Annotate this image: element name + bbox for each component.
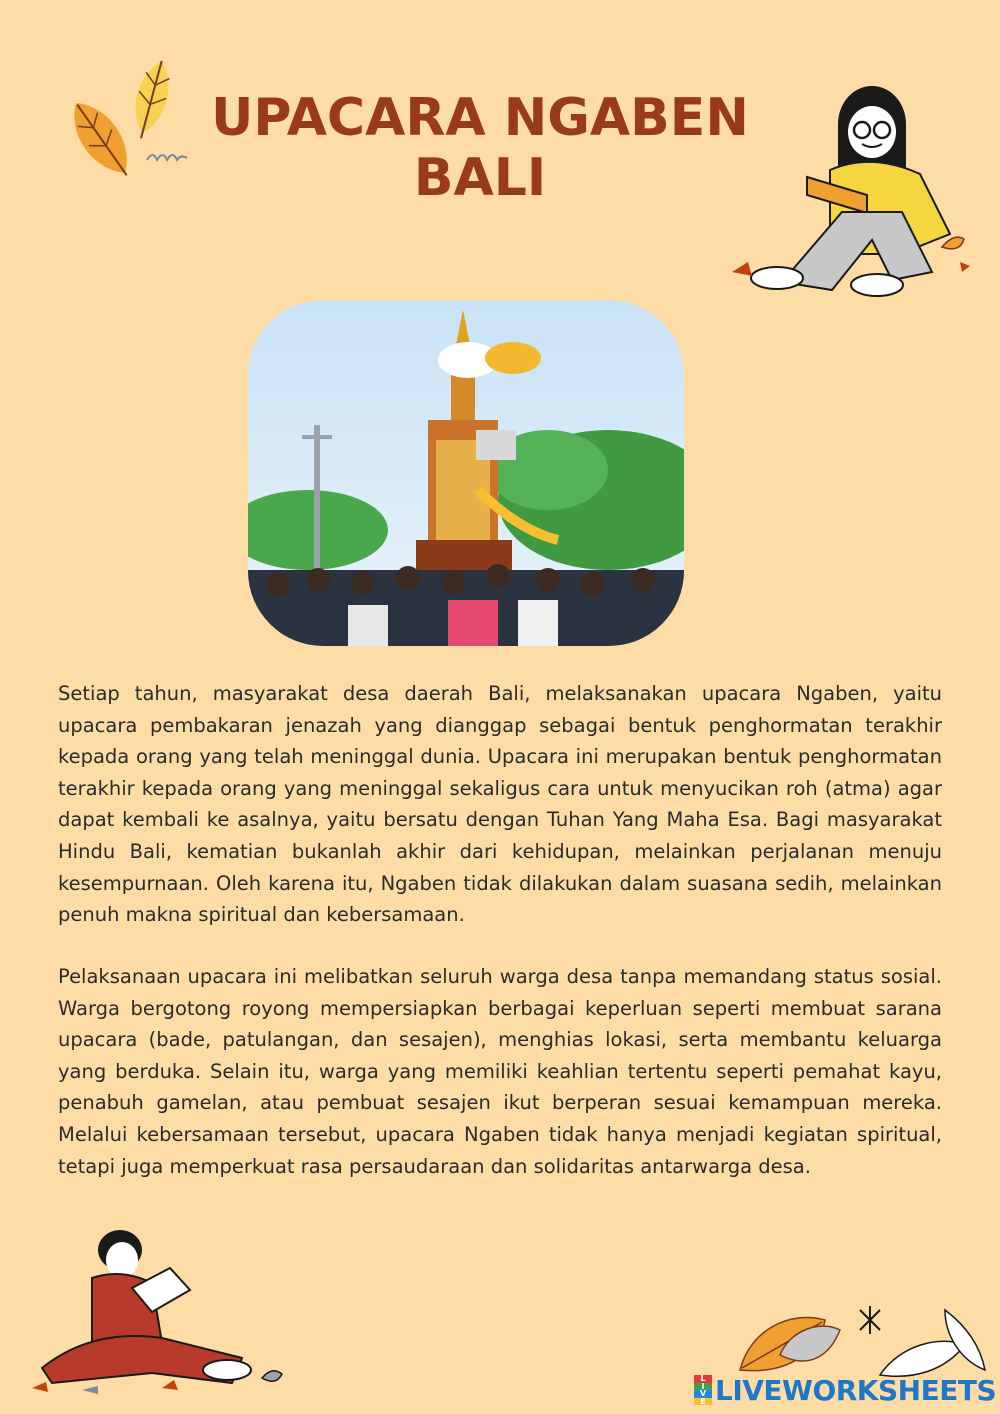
title-line-2: BALI (413, 148, 547, 208)
girl-reading-icon (712, 82, 982, 302)
autumn-leaves-icon (62, 55, 202, 185)
ngaben-photo (248, 300, 684, 646)
liveworksheets-logo (694, 1372, 996, 1408)
logo-badge-letter: V (694, 1390, 712, 1398)
autumn-leaves-bottom-icon (730, 1300, 990, 1380)
ngaben-procession-photo-icon (248, 300, 684, 646)
boy-reading-icon (22, 1228, 292, 1398)
paragraph-2: Pelaksanaan upacara ini melibatkan seluruh warga desa tanpa memandang status sosial. Warga bergotong royong mempersiapkan berbagai keperluan seperti membuat sarana upacara (bade, patulangan, dan sesajen), menghias lokasi, serta membantu keluarga yang berduka. Selain itu, warga yang memiliki keahlian tertentu seperti pemahat kayu, penabuh gamelan, atau pembuat sesajen ikut berperan sesuai kemampuan mereka. Melalui kebersamaan tersebut, upacara Ngaben tidak hanya menjadi kegiatan spiritual, tetapi juga memperkuat rasa persaudaraan dan solidaritas antarwarga desa. (58, 965, 942, 1178)
logo-badge (694, 1375, 712, 1405)
title-line-1: UPACARA NGABEN (211, 88, 749, 148)
logo-badge-letter: I (694, 1383, 712, 1391)
page-title (200, 88, 760, 208)
logo-badge-letter: E (694, 1398, 712, 1406)
logo-text: LIVEWORKSHEETS (715, 1373, 997, 1407)
logo-badge-letter: L (694, 1375, 712, 1383)
paragraph-1: Setiap tahun, masyarakat desa daerah Bali, melaksanakan upacara Ngaben, yaitu upacara pembakaran jenazah yang dianggap sebagai bentuk penghormatan terakhir kepada orang yang telah meninggal dunia. Upacara ini merupakan bentuk penghormatan terakhir kepada orang yang meninggal sekaligus cara untuk menyucikan roh (atma) agar dapat kembali ke asalnya, yaitu bersatu dengan Tuhan Yang Maha Esa. Bagi masyarakat Hindu Bali, kematian bukanlah akhir dari kehidupan, melainkan perjalanan menuju kesempurnaan. Oleh karena itu, Ngaben tidak dilakukan dalam suasana sedih, melainkan penuh makna spiritual dan kebersamaan. (58, 682, 942, 927)
